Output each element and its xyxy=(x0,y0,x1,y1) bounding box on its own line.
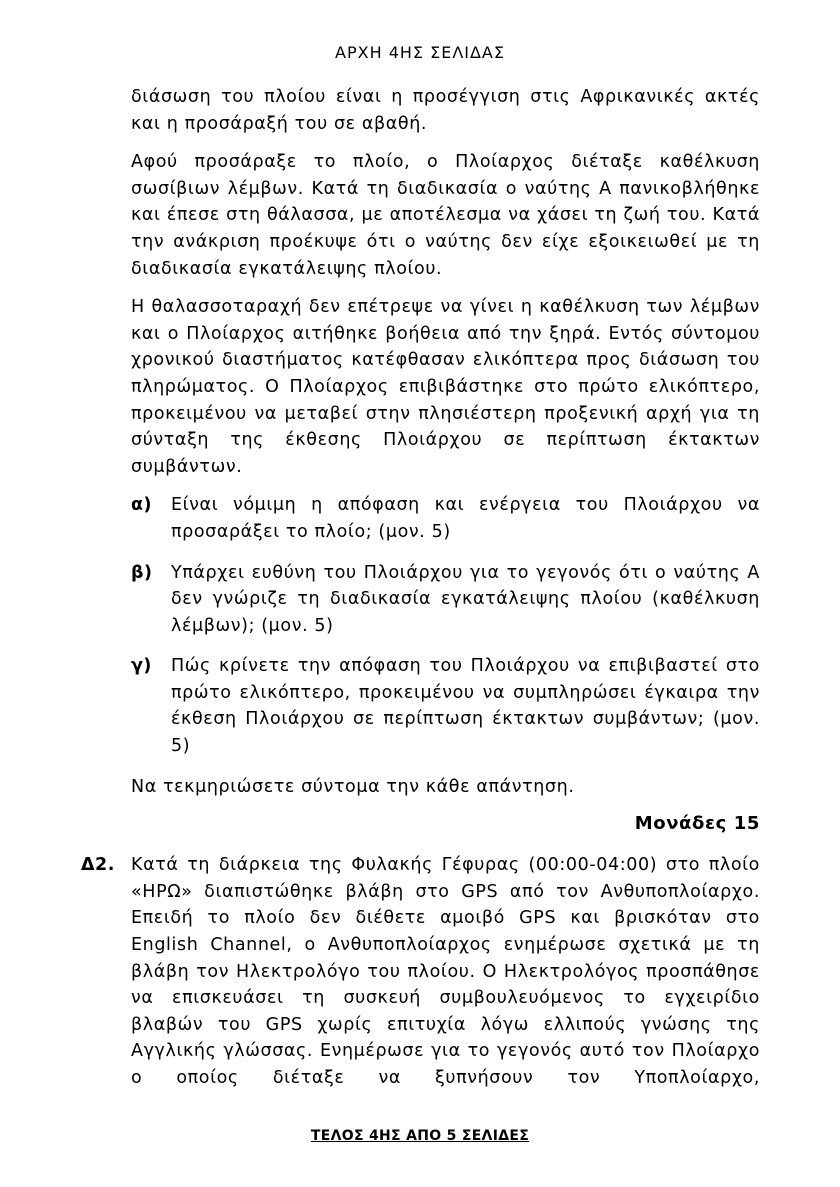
section-d2 xyxy=(81,852,760,1091)
question-label: γ) xyxy=(131,656,152,677)
question-text: Είναι νόμιμη η απόφαση και ενέργεια του Πλοιάρχου να προσαράξει το πλοίο; (μον. 5) xyxy=(171,495,760,542)
question-item xyxy=(131,653,760,759)
page-content xyxy=(81,84,760,1092)
section-label: Δ2. xyxy=(81,855,115,876)
page-footer: ΤΕΛΟΣ 4ΗΣ ΑΠΟ 5 ΣΕΛΙΔΕΣ xyxy=(310,1128,530,1144)
paragraph: Αφού προσάραξε το πλοίο, ο Πλοίαρχος διέταξε καθέλκυση σωσίβιων λέμβων. Κατά τη διαδικασία ο ναύτης Α πανικοβλήθηκε και έπεσε στη θάλασσα, με αποτέλεσμα να χάσει τη ζωή του. Κατά την ανάκριση προέκυψε ότι ο ναύτης δεν είχε εξοικειωθεί με τη διαδικασία εγκατάλειψης πλοίου. xyxy=(131,152,760,279)
page-header: ΑΡΧΗ 4ΗΣ ΣΕΛΙΔΑΣ xyxy=(335,43,505,62)
paragraph: Η θαλασσοταραχή δεν επέτρεψε να γίνει η καθέλκυση των λέμβων και ο Πλοίαρχος αιτήθηκε βοήθεια από την ξηρά. Εντός σύντομου χρονικού διαστήματος κατέφθασαν ελικόπτερα προς διάσωση του πληρώματος. Ο Πλοίαρχος επιβιβάστηκε στο πρώτο ελικόπτερο, προκειμένου να μεταβεί στην πλησιέστερη προξενική αρχή για τη σύνταξη της έκθεσης Πλοιάρχου σε περίπτωση έκτακτων συμβάντων. xyxy=(131,297,760,477)
question-item xyxy=(131,560,760,640)
question-label: α) xyxy=(131,495,153,516)
paragraph: διάσωση του πλοίου είναι η προσέγγιση στις Αφρικανικές ακτές και η προσάραξή του σε αβαθή. xyxy=(131,87,760,134)
marks-label: Μονάδες 15 xyxy=(634,813,760,835)
question-item xyxy=(131,492,760,545)
question-text: Πώς κρίνετε την απόφαση του Πλοιάρχου να επιβιβαστεί στο πρώτο ελικόπτερο, προκειμένου να συμπληρώσει έγκαιρα την έκθεση Πλοιάρχου σε περίπτωση έκτακτων συμβάντων; (μον. 5) xyxy=(171,656,760,757)
closing-instruction: Να τεκμηριώσετε σύντομα την κάθε απάντηση. xyxy=(131,776,575,797)
section-text: Κατά τη διάρκεια της Φυλακής Γέφυρας (00:00-04:00) στο πλοίο «ΗΡΩ» διαπιστώθηκε βλάβη στο GPS από τον Ανθυποπλοίαρχο. Επειδή το πλοίο δεν διέθετε αμοιβό GPS και βρισκόταν στο English Channel, ο Ανθυποπλοίαρχος ενημέρωσε σχετικά με τη βλάβη τον Ηλεκτρολόγο του πλοίου. Ο Ηλεκτρολόγος προσπάθησε να επισκευάσει τη συσκευή συμβουλευόμενος το εγχειρίδιο βλαβών του GPS χωρίς επιτυχία λόγω ελλιπούς γνώσης της Αγγλικής γλώσσας. Ενημέρωσε για το γεγονός αυτό τον Πλοίαρχο ο οποίος διέταξε να ξυπνήσουν τον Υποπλοίαρχο, xyxy=(131,855,760,1088)
question-label: β) xyxy=(131,562,153,583)
question-text: Υπάρχει ευθύνη του Πλοιάρχου για το γεγονός ότι ο ναύτης Α δεν γνώριζε τη διαδικασία εγκατάλειψης πλοίου (καθέλκυση λέμβων); (μον. 5) xyxy=(171,562,760,636)
